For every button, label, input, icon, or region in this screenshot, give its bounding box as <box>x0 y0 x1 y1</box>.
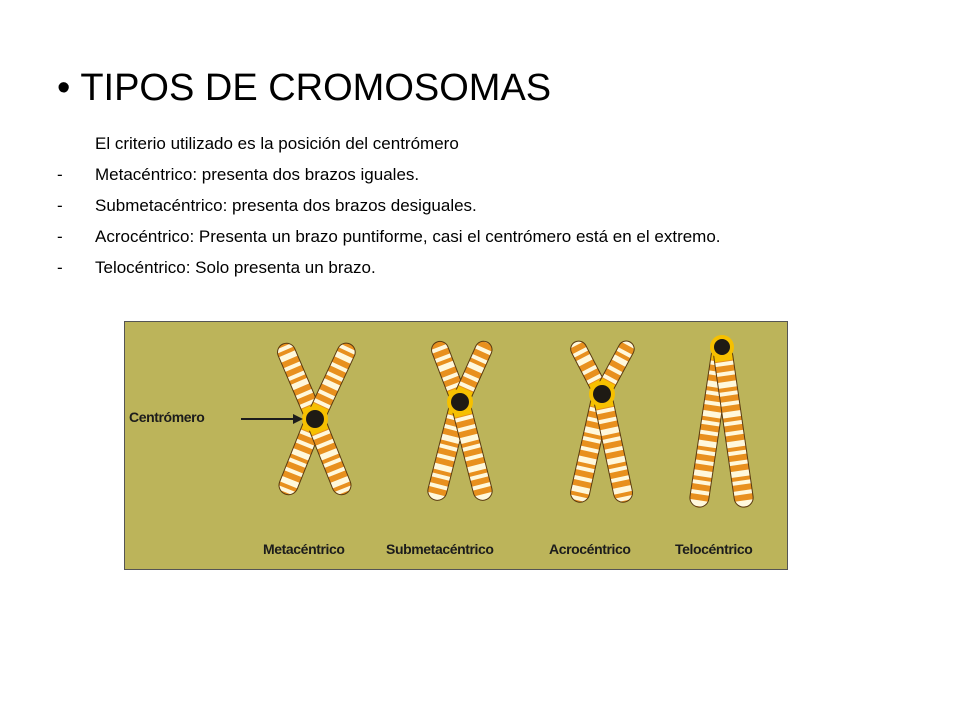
list-item-text: Acrocéntrico: Presenta un brazo puntiforme, casi el centrómero está en el extremo. <box>95 227 721 246</box>
list-item-text: Telocéntrico: Solo presenta un brazo. <box>95 258 376 277</box>
submetacentric-centromere <box>451 393 469 411</box>
acrocentric-centromere <box>593 385 611 403</box>
label-acrocentric: Acrocéntrico <box>549 541 631 557</box>
list-dash: - <box>57 165 63 184</box>
list-dash: - <box>57 196 63 215</box>
criterion-text: El criterio utilizado es la posición del centrómero <box>95 134 459 153</box>
metacentric-centromere <box>306 410 324 428</box>
pointer-arrow-head <box>293 414 303 424</box>
title-text: TIPOS DE CROMOSOMAS <box>80 67 552 109</box>
label-metacentric: Metacéntrico <box>263 541 345 557</box>
centromere-pointer-label: Centrómero <box>129 409 205 425</box>
title-bullet: • <box>57 67 71 109</box>
telocentric-centromere <box>714 339 730 355</box>
list-item-text: Metacéntrico: presenta dos brazos iguales. <box>95 165 420 184</box>
label-telocentric: Telocéntrico <box>675 541 753 557</box>
label-submetacentric: Submetacéntrico <box>386 541 494 557</box>
chromosome-illustration <box>125 322 789 571</box>
list-dash: - <box>57 227 63 246</box>
slide-title <box>57 64 551 112</box>
list-dash: - <box>57 258 63 277</box>
list-item-text: Submetacéntrico: presenta dos brazos desiguales. <box>95 196 477 215</box>
chromosome-diagram <box>124 321 788 570</box>
